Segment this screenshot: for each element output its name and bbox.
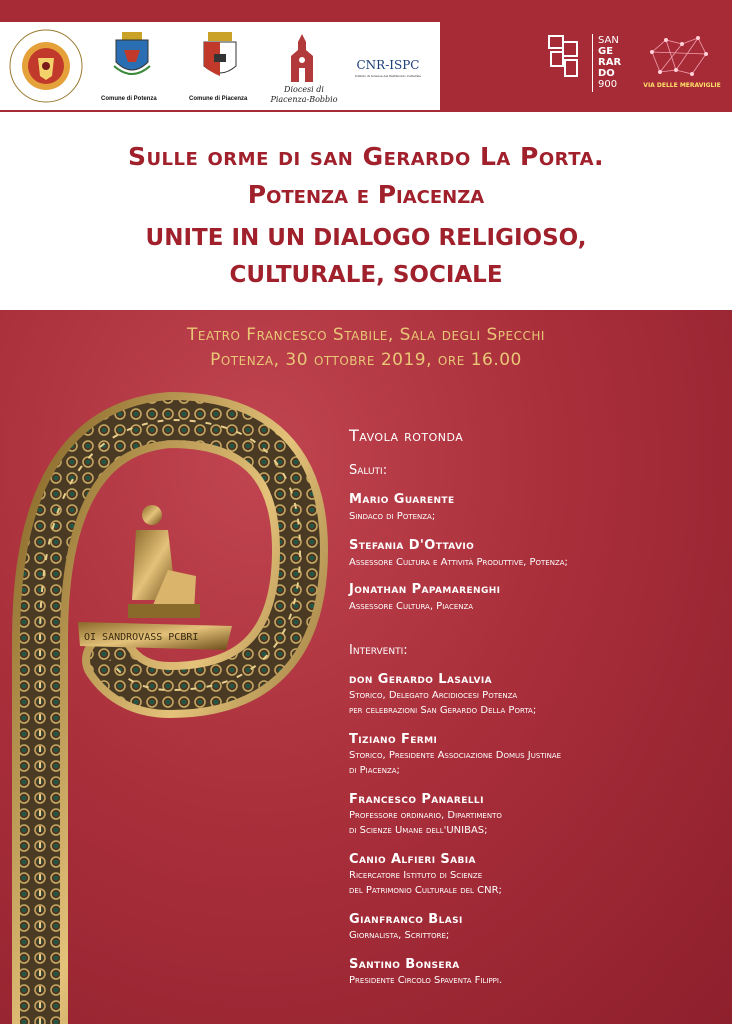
- speaker-name: don Gerardo Lasalvia: [349, 672, 492, 687]
- cathedral-icon: [289, 34, 315, 82]
- speaker-role: Presidente Circolo Spaventa Filippi.: [349, 975, 503, 986]
- crozier-illustration: [0, 390, 330, 1024]
- title-line-3: UNITE IN UN DIALOGO RELIGIOSO,: [145, 225, 587, 251]
- diocese-label-2: Piacenza-Bobbio: [270, 95, 338, 104]
- sg-line-4: DO: [598, 68, 615, 79]
- speaker-name: Stefania D'Ottavio: [349, 538, 475, 553]
- speaker-name: Jonathan Papamarenghi: [349, 582, 501, 597]
- svg-text:OI SANDROVASS PCBRI: OI SANDROVASS PCBRI: [84, 632, 199, 643]
- speaker-name: Canio Alfieri Sabia: [349, 852, 476, 867]
- piacenza-caption: Comune di Piacenza: [189, 96, 248, 102]
- speaker-role: di Scienze Umane dell'UNIBAS;: [349, 825, 488, 836]
- date-line: Potenza, 30 ottobre 2019, ore 16.00: [210, 350, 522, 370]
- title-line-1: Sulle orme di san Gerardo La Porta.: [127, 142, 605, 171]
- logo-strip: [0, 22, 440, 110]
- saluti-heading: Saluti:: [349, 463, 388, 478]
- speaker-name: Mario Guarente: [349, 492, 455, 507]
- speaker-role: Professore ordinario, Dipartimento: [349, 810, 502, 821]
- program-heading: Tavola rotonda: [349, 426, 464, 445]
- speaker-role: del Patrimonio Culturale del CNR;: [349, 885, 502, 896]
- speaker-role: Storico, Delegato Arcidiocesi Potenza: [349, 690, 518, 701]
- speaker-role: Assessore Cultura, Piacenza: [349, 601, 474, 612]
- title-line-4: CULTURALE, SOCIALE: [229, 262, 503, 288]
- sg-line-3: RAR: [598, 57, 622, 68]
- diocese-label-1: Diocesi di: [284, 85, 324, 94]
- sg-line-1: SAN: [598, 35, 619, 46]
- header-band: [0, 0, 732, 112]
- speaker-role: Assessore Cultura e Attività Produttive, Potenza;: [349, 557, 568, 568]
- speaker-name: Francesco Panarelli: [349, 792, 484, 807]
- speaker-role: di Piacenza;: [349, 765, 400, 776]
- sg-line-2: GE: [598, 46, 614, 57]
- speaker-name: Gianfranco Blasi: [349, 912, 463, 927]
- seated-saint-figure: [128, 505, 200, 618]
- piacenza-crest-logo: [200, 32, 240, 82]
- via-delle-meraviglie-icon: [648, 34, 710, 80]
- title-band: [0, 112, 732, 310]
- potenza-crest-logo: [112, 32, 152, 80]
- speaker-role: Storico, Presidente Associazione Domus Justinae: [349, 750, 562, 761]
- meraviglie-title: VIA DELLE MERAVIGLIE: [643, 82, 721, 89]
- sg-line-5: 900: [598, 79, 618, 90]
- interventi-heading: Interventi:: [349, 643, 408, 658]
- speaker-role: Giornalista, Scrittore;: [349, 930, 450, 941]
- logo-divider: [592, 34, 593, 92]
- san-gerardo-wordmark: [598, 35, 621, 90]
- cnr-ispc-title: CNR-ISPC: [356, 58, 420, 72]
- speaker-name: Tiziano Fermi: [349, 732, 438, 747]
- speaker-name: Santino Bonsera: [349, 957, 460, 972]
- title-line-2: Potenza e Piacenza: [247, 180, 485, 209]
- potenza-caption: Comune di Potenza: [101, 96, 157, 102]
- san-gerardo-900-icon: [545, 32, 585, 82]
- speaker-role: per celebrazioni San Gerardo Della Porta;: [349, 705, 537, 716]
- venue-line: Teatro Francesco Stabile, Sala degli Specchi: [187, 325, 545, 345]
- anniversary-seal-logo: [8, 28, 84, 104]
- speaker-role: Ricercatore Istituto di Scienze: [349, 870, 483, 881]
- cnr-ispc-subtitle: Istituto di Scienze del Patrimonio Culturale: [354, 74, 421, 78]
- speaker-role: Sindaco di Potenza;: [349, 511, 436, 522]
